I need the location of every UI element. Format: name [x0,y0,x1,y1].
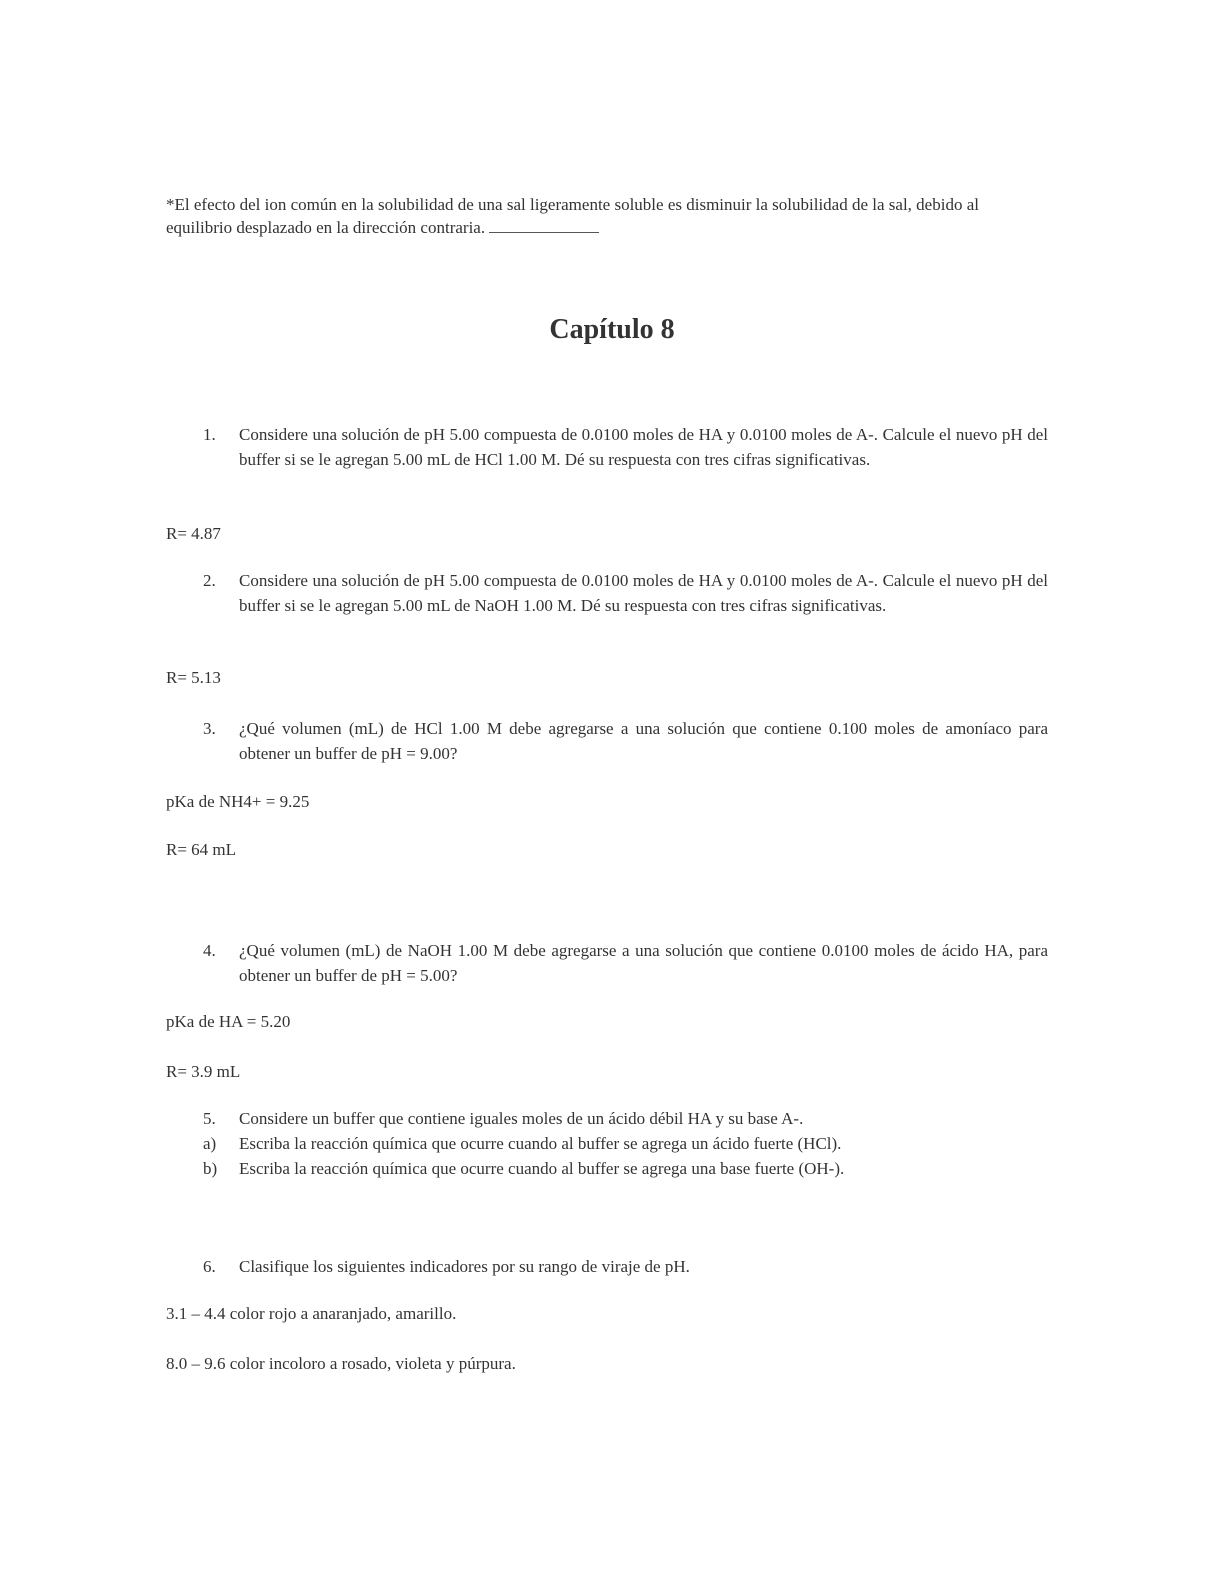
answer-text: R= 5.13 [166,668,221,687]
intro-text: *El efecto del ion común en la solubilidad de una sal ligeramente soluble es disminuir la solubilidad de la sal, debido al equilibrio desplazado en la dirección contraria. [166,195,979,237]
problem-number: a) [203,1134,217,1153]
problem-item [203,1254,1048,1279]
answer-text: R= 64 mL [166,840,237,859]
problem-item [203,938,1048,988]
problem-text: Considere una solución de pH 5.00 compuesta de 0.0100 moles de HA y 0.0100 moles de A-. Calcule el nuevo pH del buffer si se le agregan 5.00 mL de HCl 1.00 M. Dé su respuesta con tres cifras significativas. [239,425,1048,469]
answer-text: R= 3.9 mL [166,1062,241,1081]
problem-number: 2. [203,571,216,590]
problem-number: 5. [203,1109,216,1128]
problem-item [203,568,1048,618]
problem-item [203,716,1048,766]
problem-text: Considere un buffer que contiene iguales moles de un ácido débil HA y su base A-. [239,1109,804,1128]
problem-text: Clasifique los siguientes indicadores por su rango de viraje de pH. [239,1257,690,1276]
problem-text: ¿Qué volumen (mL) de NaOH 1.00 M debe agregarse a una solución que contiene 0.0100 moles de ácido HA, para obtener un buffer de pH = 5.00? [239,941,1048,985]
problem-number: 3. [203,719,216,738]
problem-number: 1. [203,425,216,444]
range-text: 3.1 – 4.4 color rojo a anaranjado, amarillo. [166,1304,457,1323]
chapter-title: Capítulo 8 [549,314,675,345]
problem-text: Escriba la reacción química que ocurre cuando al buffer se agrega una base fuerte (OH-). [239,1159,845,1178]
problem-number: 4. [203,941,216,960]
range-text: 8.0 – 9.6 color incoloro a rosado, violeta y púrpura. [166,1354,516,1373]
problem-text: Considere una solución de pH 5.00 compuesta de 0.0100 moles de HA y 0.0100 moles de A-. Calcule el nuevo pH del buffer si se le agregan 5.00 mL de NaOH 1.00 M. Dé su respuesta con tres cifras significativas. [239,571,1048,615]
fill-in-blank [489,218,599,233]
problem-text: ¿Qué volumen (mL) de HCl 1.00 M debe agregarse a una solución que contiene 0.100 moles de amoníaco para obtener un buffer de pH = 9.00? [239,719,1048,763]
problem-item [203,422,1048,472]
pka-text: pKa de HA = 5.20 [166,1012,291,1031]
sub-problem-item [203,1131,1048,1156]
pka-text: pKa de NH4+ = 9.25 [166,792,310,811]
problem-number: b) [203,1159,218,1178]
answer-text: R= 4.87 [166,524,221,543]
problem-item [203,1106,1048,1131]
intro-paragraph [166,193,1036,239]
problem-number: 6. [203,1257,216,1276]
sub-problem-item [203,1156,1048,1181]
problem-text: Escriba la reacción química que ocurre cuando al buffer se agrega un ácido fuerte (HCl). [239,1134,842,1153]
